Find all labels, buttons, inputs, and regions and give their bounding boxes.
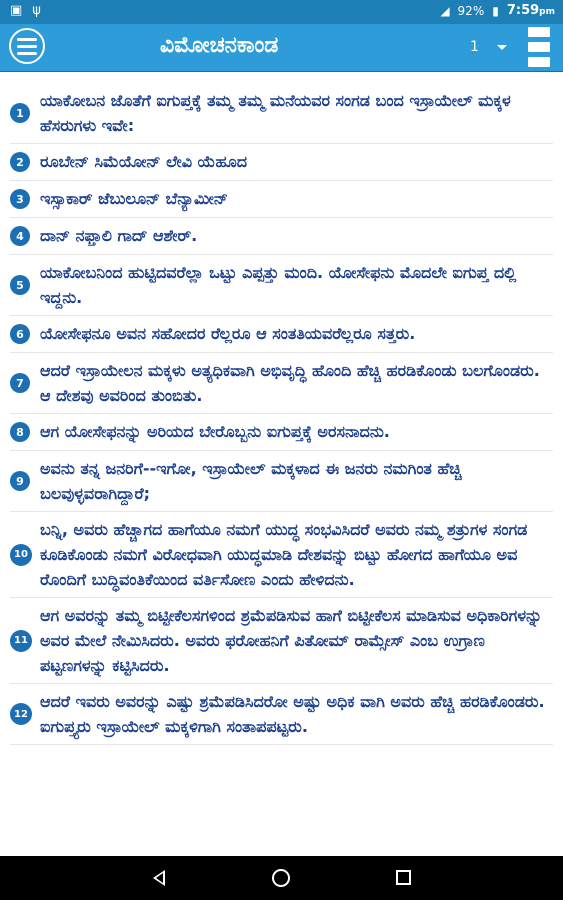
verse-text: ಬನ್ನಿ, ಅವರು ಹೆಚ್ಚಾಗದ ಹಾಗೆಯೂ ನಮಗೆ ಯುದ್ಧ ಸಂಭವಿಸಿದರೆ ಅವರು ನಮ್ಮ ಶತ್ರುಗಳ ಸಂಗಡ ಕೂಡಿಕೊಂಡು ನಮಗೆ ವಿರೋಧವಾಗಿ ಯುದ್ಧಮಾಡಿ ದೇಶವನ್ನು ಬಿಟ್ಟು ಹೋಗದ ಹಾಗೆಯೂ ಅವ ರೊಂದಿಗೆ ಬುದ್ಧಿವಂತಿಕೆಯಿಂದ ವರ್ತಿಸೋಣ ಎಂದು ಹೇಳಿದನು.: [40, 520, 528, 589]
verse-text: ದಾನ್ ನಫ್ತಾಲಿ ಗಾದ್ ಆಶೇರ್.: [40, 226, 198, 245]
menu-block: [528, 42, 550, 52]
verse-number: 4: [10, 226, 30, 246]
verse-item[interactable]: [10, 218, 553, 255]
status-right: [440, 3, 555, 18]
verse-list[interactable]: [0, 83, 563, 856]
chapter-dropdown[interactable]: [470, 39, 507, 55]
status-bar: [0, 0, 563, 24]
verse-number: 6: [10, 324, 30, 344]
verse-item[interactable]: [10, 181, 553, 218]
menu-icon-line: [17, 38, 37, 41]
menu-icon-line: [17, 45, 37, 48]
menu-icon-line: [17, 52, 37, 55]
image-notification-icon: ▣: [10, 3, 23, 18]
verse-item[interactable]: [10, 598, 553, 684]
verse-number: 10: [10, 544, 32, 566]
verse-text: ಇಸ್ಸಾಕಾರ್ ಜೆಬುಲೂನ್ ಬೆನ್ಯಾಮೀನ್: [40, 189, 228, 208]
verse-number: 11: [10, 630, 32, 652]
verse-item[interactable]: [10, 684, 553, 745]
verse-item[interactable]: [10, 512, 553, 598]
clock: 7:59pm: [506, 3, 555, 18]
verse-item[interactable]: [10, 353, 553, 414]
verse-text: ಯಾಕೋಬನಿಂದ ಹುಟ್ಟಿದವರೆಲ್ಲಾ ಒಟ್ಟು ಎಪ್ಪತ್ತು ಮಂದಿ. ಯೋಸೇಫನು ಮೊದಲೇ ಐಗುಪ್ತ ದಲ್ಲಿ ಇದ್ದನು.: [40, 263, 517, 307]
verse-item[interactable]: [10, 144, 553, 181]
verse-text: ಆಗ ಅವರನ್ನು ತಮ್ಮ ಬಿಟ್ಟೀಕೆಲಸಗಳಿಂದ ಶ್ರಮೆಪಡಿಸುವ ಹಾಗೆ ಬಿಟ್ಟೀಕೆಲಸ ಮಾಡಿಸುವ ಅಧಿಕಾರಿಗಳನ್ನು ಅವರ ಮೇಲೆ ನೇಮಿಸಿದರು. ಅವರು ಫರೋಹನಿಗೆ ಪಿತೋಮ್ ರಾಮ್ಸೇಸ್ ಎಂಬ ಉಗ್ರಾಣ ಪಟ್ಟಣಗಳನ್ನು ಕಟ್ಟಿಸಿದರು.: [40, 606, 543, 675]
overflow-menu-button[interactable]: [528, 27, 550, 67]
verse-item[interactable]: [10, 414, 553, 451]
menu-button[interactable]: [9, 28, 45, 64]
book-title: ವಿಮೋಚನಕಾಂಡ: [160, 33, 279, 58]
battery-icon: ▮: [492, 3, 499, 18]
verse-number: 2: [10, 152, 30, 172]
verse-number: 3: [10, 189, 30, 209]
verse-text: ಯಾಕೋಬನ ಜೊತೆಗೆ ಐಗುಪ್ತಕ್ಕೆ ತಮ್ಮ ತಮ್ಮ ಮನೆಯವರ ಸಂಗಡ ಬಂದ ಇಸ್ರಾಯೇಲ್ ಮಕ್ಕಳ ಹೆಸರುಗಳು ಇವೇ:: [40, 91, 511, 135]
verse-number: 5: [10, 275, 30, 295]
menu-block: [528, 57, 550, 67]
verse-number: 12: [10, 703, 32, 725]
verse-number: 8: [10, 422, 30, 442]
recent-apps-icon[interactable]: [396, 870, 411, 885]
verse-text: ಅವನು ತನ್ನ ಜನರಿಗೆ--ಇಗೋ, ಇಸ್ರಾಯೇಲ್ ಮಕ್ಕಳಾದ ಈ ಜನರು ನಮಗಿಂತ ಹೆಚ್ಚಿ ಬಲವುಳ್ಳವರಾಗಿದ್ದಾರೆ;: [40, 459, 462, 503]
verse-number: 1: [10, 103, 30, 123]
verse-item[interactable]: [10, 451, 553, 512]
verse-item[interactable]: [10, 316, 553, 353]
verse-text: ಆದರೆ ಇವರು ಅವರನ್ನು ಎಷ್ಟು ಶ್ರಮೆಪಡಿಸಿದರೋ ಅಷ್ಟು ಅಧಿಕ ವಾಗಿ ಅವರು ಹೆಚ್ಚಿ ಹರಡಿಕೊಂಡರು. ಐಗುಪ್ತ್ಯರು ಇಸ್ರಾಯೇಲ್ ಮಕ್ಕಳಿಗಾಗಿ ಸಂತಾಪಪಟ್ಟರು.: [40, 692, 545, 736]
back-icon[interactable]: [153, 870, 165, 886]
signal-icon: ◢: [440, 3, 450, 18]
verse-number: 7: [10, 373, 30, 393]
verse-text: ರೂಬೇನ್ ಸಿಮೆಯೋನ್ ಲೇವಿ ಯೆಹೂದ: [40, 152, 248, 171]
verse-text: ಯೋಸೇಫನೂ ಅವನ ಸಹೋದರ ರೆಲ್ಲರೂ ಆ ಸಂತತಿಯವರೆಲ್ಲರೂ ಸತ್ತರು.: [40, 324, 416, 343]
home-icon[interactable]: [272, 869, 290, 887]
verse-number: 9: [10, 471, 30, 491]
chevron-down-icon: [497, 45, 507, 50]
status-left: [10, 3, 41, 18]
menu-block: [528, 27, 550, 37]
verse-text: ಆಗ ಯೋಸೇಫನನ್ನು ಅರಿಯದ ಬೇರೊಬ್ಬನು ಐಗುಪ್ತಕ್ಕೆ ಅರಸನಾದನು.: [40, 422, 390, 441]
app-bar: [0, 24, 563, 72]
navigation-bar: [0, 856, 563, 900]
verse-item[interactable]: [10, 83, 553, 144]
verse-item[interactable]: [10, 255, 553, 316]
verse-text: ಆದರೆ ಇಸ್ರಾಯೇಲನ ಮಕ್ಕಳು ಅತ್ಯಧಿಕವಾಗಿ ಅಭಿವೃದ್ಧಿ ಹೊಂದಿ ಹೆಚ್ಚಿ ಹರಡಿಕೊಂಡು ಬಲಗೊಂಡರು. ಆ ದೇಶವು ಅವರಿಂದ ತುಂಬಿತು.: [40, 361, 540, 405]
usb-icon: ψ: [32, 3, 41, 18]
chapter-number: 1: [470, 39, 479, 55]
battery-percent: 92%: [457, 3, 485, 18]
